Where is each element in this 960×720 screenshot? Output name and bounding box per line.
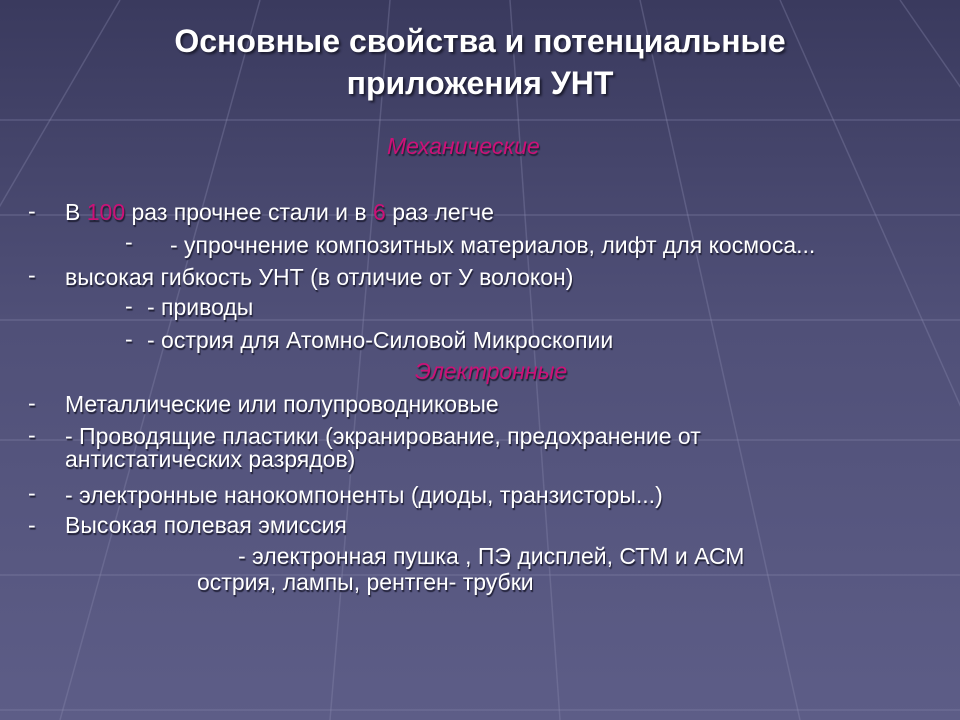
mech-sub-actuators: - приводы xyxy=(147,294,254,320)
sub-bullet-marker: - xyxy=(125,293,133,319)
title-line-2: приложения УНТ xyxy=(346,65,614,101)
mech-bullet-flexibility: высокая гибкость УНТ (в отличие от У волокон) xyxy=(65,264,574,290)
elec-bullet-nanocomponents: - электронные нанокомпоненты (диоды, транзисторы...) xyxy=(65,482,663,508)
elec-bullet-metallic: Металлические или полупроводниковые xyxy=(65,391,499,417)
bullet-marker: - xyxy=(28,198,36,224)
elec-bullet-plastics-line-1: - Проводящие пластики (экранирование, предохранение от xyxy=(65,423,701,449)
lightness-factor-value: 6 xyxy=(373,199,386,225)
bullet-marker: - xyxy=(28,422,36,448)
slide-title xyxy=(0,20,960,104)
mech-bullet-strength-pre: В xyxy=(65,199,87,225)
bullet-marker: - xyxy=(28,480,36,506)
mech-sub-composites: - упрочнение композитных материалов, лифт для космоса... xyxy=(170,232,816,258)
elec-sub-emission-line-2: острия, лампы, рентген- трубки xyxy=(197,569,534,595)
strength-factor-value: 100 xyxy=(86,199,126,225)
mech-bullet-strength-mid: раз прочнее стали и в xyxy=(125,199,374,225)
elec-bullet-plastics-line-2: антистатических разрядов) xyxy=(65,446,356,472)
section-heading-mechanical: Механические xyxy=(387,133,540,159)
section-heading-electronic: Электронные xyxy=(415,358,568,384)
mech-bullet-strength xyxy=(65,199,494,225)
sub-bullet-marker: - xyxy=(125,229,133,255)
bullet-marker: - xyxy=(28,262,36,288)
elec-sub-emission-line-1: - электронная пушка , ПЭ дисплей, СТМ и АСМ xyxy=(238,543,745,569)
mech-sub-afm-tips: - острия для Атомно-Силовой Микроскопии xyxy=(147,327,614,353)
mech-bullet-strength-post: раз легче xyxy=(385,199,494,225)
title-line-1: Основные свойства и потенциальные xyxy=(174,23,786,59)
sub-bullet-marker: - xyxy=(125,326,133,352)
bullet-marker: - xyxy=(28,390,36,416)
elec-bullet-field-emission: Высокая полевая эмиссия xyxy=(65,512,347,538)
bullet-marker: - xyxy=(28,512,36,538)
